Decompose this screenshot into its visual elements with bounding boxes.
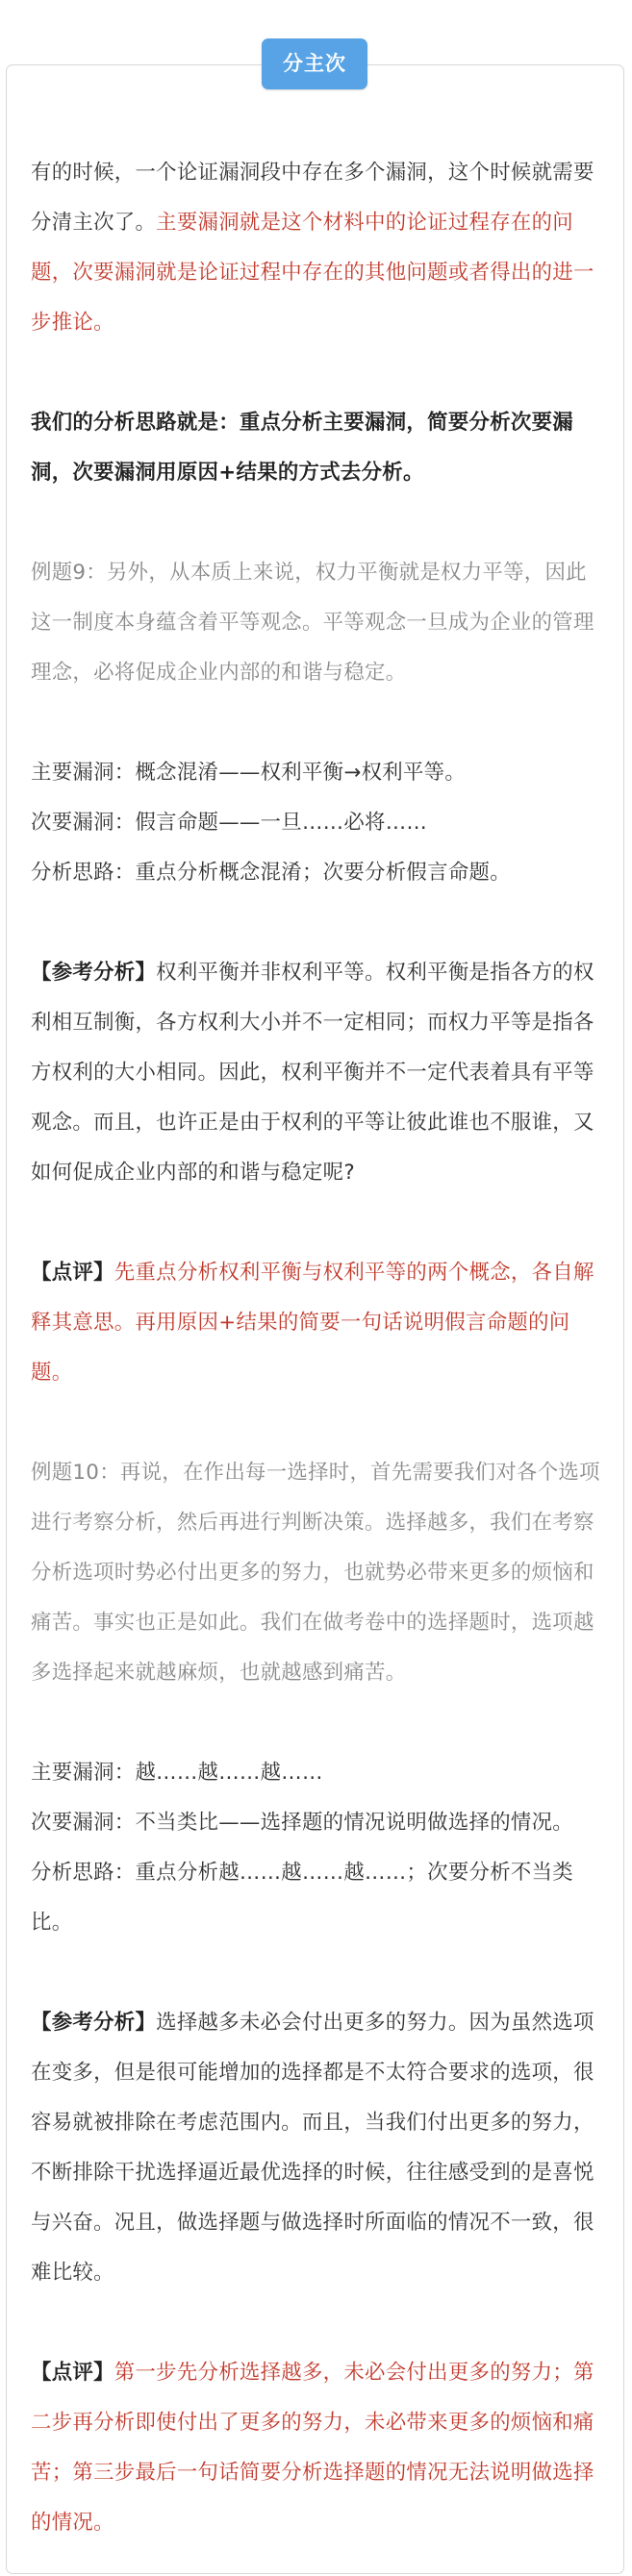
example9-question: 例题9：另外，从本质上来说，权力平衡就是权力平等，因此这一制度本身蕴含着平等观念。平等观念一旦成为企业的管理理念，必将促成企业内部的和谐与稳定。	[31, 561, 594, 685]
example10-thinking: 分析思路：重点分析越……越……越……；次要分析不当类比。	[31, 1861, 573, 1935]
example9-thinking: 分析思路：重点分析概念混淆；次要分析假言命题。	[31, 861, 511, 885]
approach-paragraph: 我们的分析思路就是：重点分析主要漏洞，简要分析次要漏洞，次要漏洞用原因+结果的方式去分析。	[31, 411, 573, 485]
example9-secondary-flaw: 次要漏洞：假言命题——一旦……必将……	[31, 811, 428, 835]
example10-main-flaw: 主要漏洞：越……越……越……	[31, 1761, 323, 1785]
example9-main-flaw: 主要漏洞：概念混淆——权利平衡→权利平等。	[31, 761, 467, 785]
example9-comment-label: 【点评】	[31, 1261, 114, 1285]
example9-comment-text: 先重点分析权利平衡与权利平等的两个概念，各自解释其意思。再用原因+结果的简要一句话说明假言命题的问题。	[31, 1261, 594, 1385]
intro-text: 有的时候，一个论证漏洞段中存在多个漏洞，这个时候就需要分清主次了。	[31, 161, 594, 235]
example9-ref-text: 权利平衡并非权利平等。权利平衡是指各方的权利相互制衡，各方权利大小并不一定相同；而权力平等是指各方权利的大小相同。因此，权利平衡并不一定代表着具有平等观念。而且，也许正是由于权利的平等让彼此谁也不服谁，又如何促成企业内部的和谐与稳定呢?	[31, 961, 594, 1185]
intro-paragraph	[31, 148, 604, 348]
example10-ref-label: 【参考分析】	[31, 2011, 157, 2035]
example10-ref-text: 选择越多未必会付出更多的努力。因为虽然选项在变多，但是很可能增加的选择都是不太符合要求的选项，很容易就被排除在考虑范围内。而且，当我们付出更多的努力，不断排除干扰选择逼近最优选择的时候，往往感受到的是喜悦与兴奋。况且，做选择题与做选择时所面临的情况不一致，很难比较。	[31, 2011, 594, 2285]
example9-reference	[31, 948, 604, 1198]
article-body	[31, 148, 604, 2548]
example10-comment-text: 第一步先分析选择越多，未必会付出更多的努力；第二步再分析即使付出了更多的努力，未必带来更多的烦恼和痛苦；第三步最后一句话简要分析选择题的情况无法说明做选择的情况。	[31, 2361, 594, 2535]
intro-highlight: 主要漏洞就是这个材料中的论证过程存在的问题，次要漏洞就是论证过程中存在的其他问题或者得出的进一步推论。	[31, 211, 594, 335]
section-tag: 分主次	[262, 38, 367, 89]
example9-comment	[31, 1248, 604, 1398]
example9-ref-label: 【参考分析】	[31, 961, 157, 985]
example10-secondary-flaw: 次要漏洞：不当类比——选择题的情况说明做选择的情况。	[31, 1811, 573, 1835]
example10-reference	[31, 1998, 604, 2298]
example10-question: 例题10：再说，在作出每一选择时，首先需要我们对各个选项进行考察分析，然后再进行判断决策。选择越多，我们在考察分析选项时势必付出更多的努力，也就势必带来更多的烦恼和痛苦。事实也正是如此。我们在做考卷中的选择题时，选项越多选择起来就越麻烦，也就越感到痛苦。	[31, 1461, 600, 1685]
example10-comment-label: 【点评】	[31, 2361, 114, 2385]
example10-comment	[31, 2348, 604, 2548]
